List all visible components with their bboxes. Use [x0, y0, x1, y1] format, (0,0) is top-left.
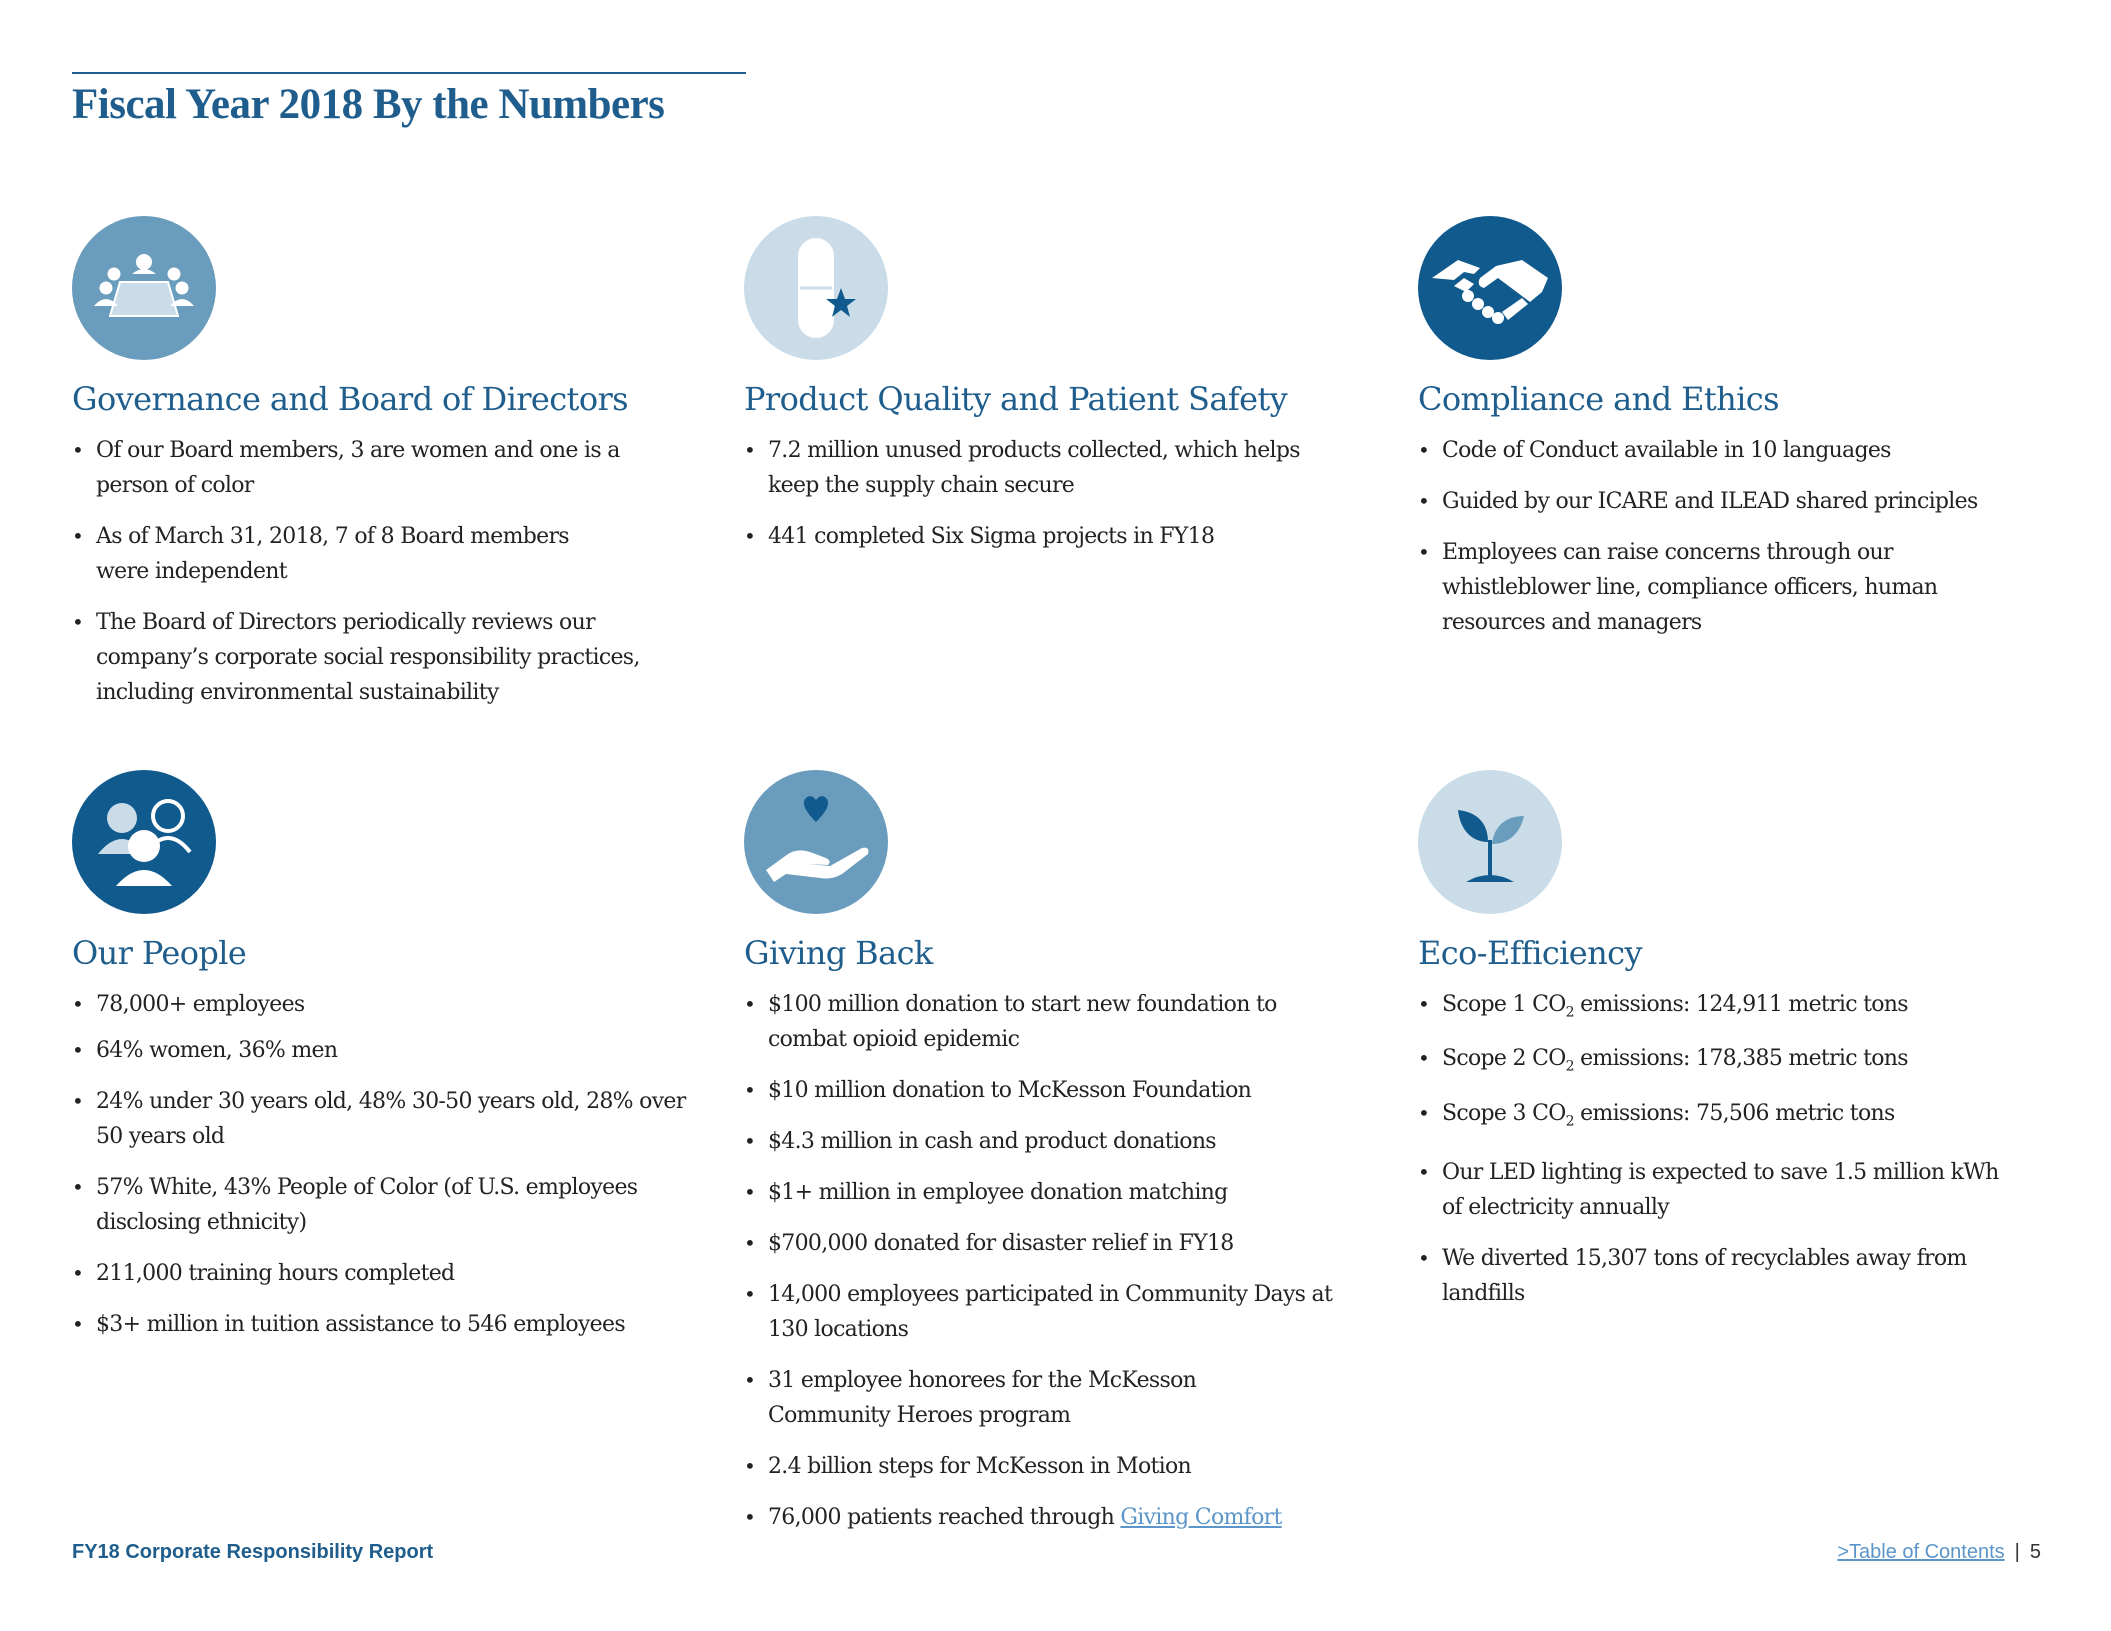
section-heading: Eco-Efficiency	[1418, 934, 1642, 972]
bullet-list	[744, 987, 1384, 1551]
list-item: • The Board of Directors periodically reviews our company’s corporate social responsibility practices, including environmental sustainability	[72, 605, 712, 710]
footer-separator: |	[2014, 1541, 2020, 1563]
list-item: • Of our Board members, 3 are women and one is a person of color	[72, 433, 656, 503]
list-item: • 31 employee honorees for the McKesson Community Heroes program	[744, 1363, 1288, 1433]
section-heading: Compliance and Ethics	[1418, 380, 1779, 418]
giving-comfort-link[interactable]: Giving Comfort	[1120, 1505, 1282, 1530]
title-rule	[72, 72, 746, 74]
section-product-quality	[744, 216, 1404, 616]
section-governance	[72, 216, 732, 736]
hand-heart-icon	[744, 770, 888, 914]
list-item: • 64% women, 36% men	[72, 1033, 712, 1068]
table-of-contents-link[interactable]: >Table of Contents	[1837, 1541, 2005, 1563]
section-heading: Governance and Board of Directors	[72, 380, 628, 418]
section-compliance	[1418, 216, 2078, 636]
people-group-icon	[72, 770, 216, 914]
list-item: • 7.2 million unused products collected, which helps keep the supply chain secure	[744, 433, 1328, 503]
list-item: • Our LED lighting is expected to save 1.5 million kWh of electricity annually	[1418, 1155, 2012, 1225]
list-item: • 14,000 employees participated in Community Days at 130 locations	[744, 1277, 1348, 1347]
section-giving-back	[744, 770, 1404, 1530]
list-item: • Code of Conduct available in 10 languages	[1418, 433, 2058, 468]
bullet-list	[1418, 433, 2058, 656]
capsule-star-icon	[744, 216, 888, 360]
list-item: • 24% under 30 years old, 48% 30-50 years old, 28% over 50 years old	[72, 1084, 712, 1154]
list-item: • $100 million donation to start new foundation to combat opioid epidemic	[744, 987, 1348, 1057]
page-title: Fiscal Year 2018 By the Numbers	[72, 81, 665, 128]
list-item: • 211,000 training hours completed	[72, 1256, 712, 1291]
list-item: • 441 completed Six Sigma projects in FY18	[744, 519, 1384, 554]
list-item: • Scope 2 $CO_2$ emissions: 178,385 metric tons	[1418, 1041, 2058, 1084]
sprout-icon	[1418, 770, 1562, 914]
section-heading: Product Quality and Patient Safety	[744, 380, 1288, 418]
list-item: • Employees can raise concerns through our whistleblower line, compliance officers, human resources and managers	[1418, 535, 2032, 640]
list-item: • Guided by our ICARE and ILEAD shared principles	[1418, 484, 2058, 519]
bullet-list	[72, 987, 712, 1358]
list-item: • We diverted 15,307 tons of recyclables away from landfills	[1418, 1241, 1982, 1311]
list-item: • $3+ million in tuition assistance to 546 employees	[72, 1307, 712, 1342]
bullet-list	[744, 433, 1384, 570]
footer-report-title: FY18 Corporate Responsibility Report	[72, 1541, 434, 1563]
section-our-people	[72, 770, 732, 1370]
section-heading: Our People	[72, 934, 247, 972]
handshake-icon	[1418, 216, 1562, 360]
list-item: • 78,000+ employees	[72, 987, 712, 1022]
list-item: • $10 million donation to McKesson Foundation	[744, 1073, 1384, 1108]
boardroom-icon	[72, 216, 216, 360]
list-item: • 2.4 billion steps for McKesson in Motion	[744, 1449, 1384, 1484]
list-item: • $700,000 donated for disaster relief in FY18	[744, 1226, 1384, 1261]
list-item	[744, 1500, 1384, 1535]
list-item: • Scope 1 $CO_2$ emissions: 124,911 metric tons	[1418, 987, 2058, 1030]
list-item: • As of March 31, 2018, 7 of 8 Board members were independent	[72, 519, 606, 589]
list-item: • Scope 3 $CO_2$ emissions: 75,506 metric tons	[1418, 1096, 2058, 1139]
page-number: 5	[2029, 1541, 2041, 1563]
list-item-text: 76,000 patients reached through	[768, 1505, 1121, 1530]
section-eco-efficiency	[1418, 770, 2078, 1370]
list-item: • $1+ million in employee donation matching	[744, 1175, 1384, 1210]
bullet-list	[1418, 987, 2058, 1327]
list-item: • $4.3 million in cash and product donations	[744, 1124, 1384, 1159]
footer-nav	[1837, 1541, 2041, 1564]
bullet-list	[72, 433, 712, 726]
section-heading: Giving Back	[744, 934, 933, 972]
list-item: • 57% White, 43% People of Color (of U.S. employees disclosing ethnicity)	[72, 1170, 712, 1240]
